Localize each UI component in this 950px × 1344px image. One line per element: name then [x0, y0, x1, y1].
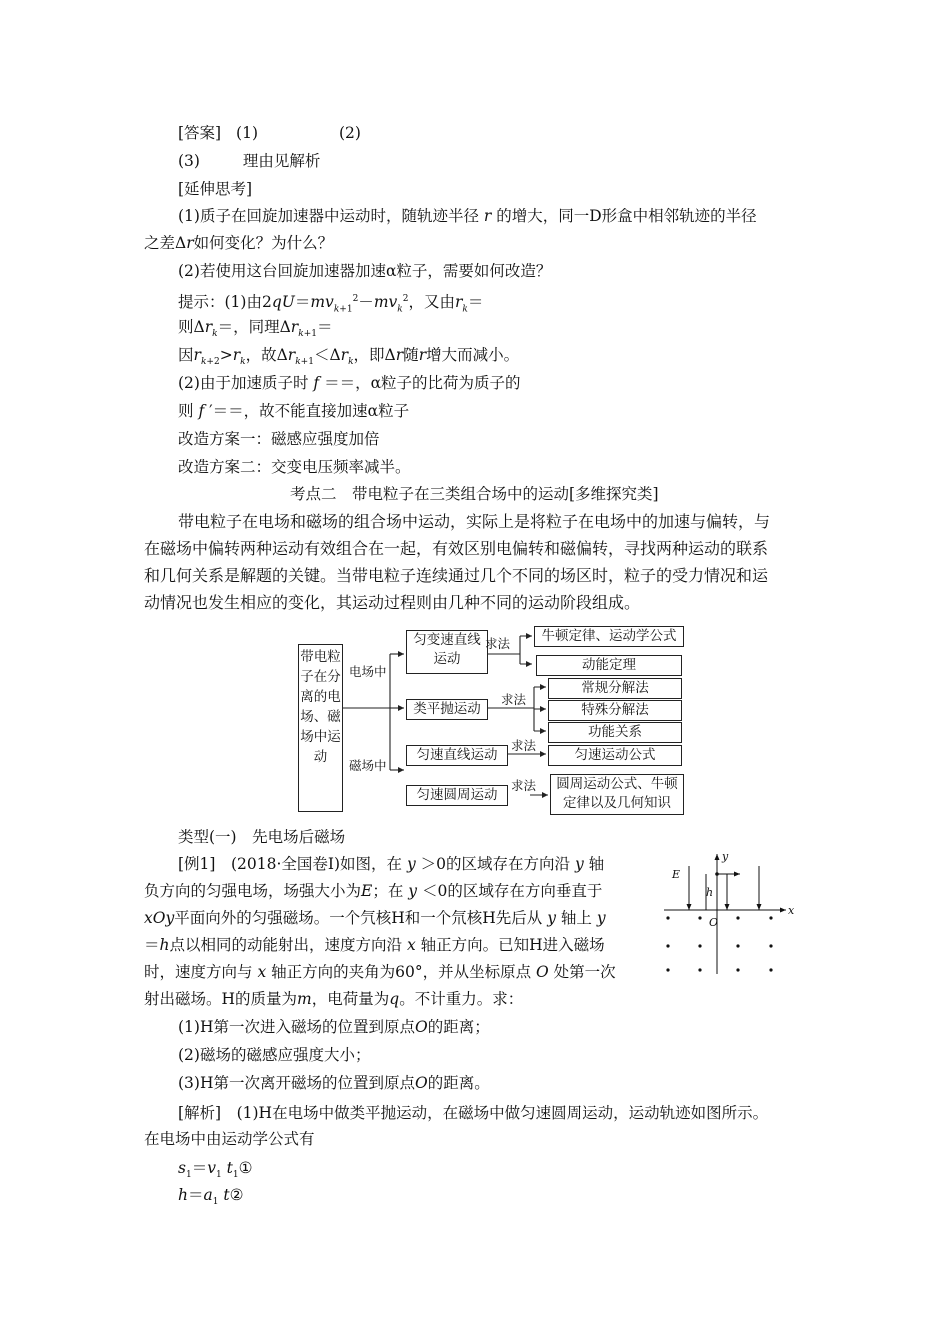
equation-1: $s_1=v_1$ $t_1①$ — [178, 1159, 253, 1181]
equation-2: $h=a_1$ t② — [178, 1186, 244, 1208]
example-q3: (3)H第一次离开磁场的位置到原点O的距离。 — [178, 1074, 490, 1092]
diagram-circular-box: 匀速圆周运动 — [406, 785, 508, 806]
hint-line-1: 提示：(1)由$2qU=mv_{k+1}^2-mv_k^2$，又由$r_k=$ — [178, 293, 484, 315]
answer-part2: (2) — [338, 124, 361, 142]
solution-line-1: [解析] (1)H在电场中做类平抛运动，在磁场中做匀速圆周运动，运动轨迹如图所示。 — [178, 1104, 769, 1122]
extension-title: [延伸思考] — [178, 180, 253, 198]
diagram-result-circular: 圆周运动公式、牛顿定律以及几何知识 — [550, 774, 684, 815]
diagram-result-kinetic: 动能定理 — [536, 655, 682, 676]
type-heading: 类型(一) 先电场后磁场 — [178, 828, 346, 846]
example-line-2: 负方向的匀强电场，场强大小为E；在 y ＜0的区域存在方向垂直于 — [144, 882, 603, 900]
velocity-arrow — [734, 872, 740, 877]
example-figure — [660, 848, 800, 976]
example-line-4: ＝h点以相同的动能射出，速度方向沿 x 轴正方向。已知H进入磁场 — [144, 936, 605, 954]
diagram-result-newton: 牛顿定律、运动学公式 — [534, 626, 684, 647]
example-q2: (2)磁场的磁感应强度大小； — [178, 1046, 371, 1064]
extension-q2: (2)若使用这台回旋加速器加速α粒子，需要如何改造？ — [178, 262, 552, 280]
hint-line-5: 则 f ′＝＝，故不能直接加速α粒子 — [178, 402, 410, 420]
example-line-6: 射出磁场。H的质量为m，电荷量为q。不计重力。求： — [144, 990, 524, 1008]
diagram-result-decompose: 常规分解法 — [548, 678, 682, 699]
label-E: E — [672, 868, 681, 881]
label-h: h — [706, 886, 714, 899]
hint-line-3: 因$r_{k+2}>r_k$，故$\Delta r_{k+1}<\Delta r_k$，即Δr随r增大而减小。 — [178, 346, 520, 368]
diagram-magnetic-label: 磁场中 — [349, 758, 387, 773]
diagram-root-box: 带电粒子在分离的电场、磁场中运动 — [298, 644, 343, 812]
diagram-electric-label: 电场中 — [349, 664, 387, 679]
diagram-result-energy: 功能关系 — [548, 722, 682, 743]
diagram-method-label-4: 求法 — [511, 778, 537, 793]
diagram-method-label-2: 求法 — [501, 692, 527, 707]
diagram-method-label-3: 求法 — [511, 738, 537, 753]
example-line-3: xOy平面向外的匀强磁场。一个氕核H和一个氘核H先后从 y 轴上 y — [144, 909, 606, 927]
hint-line-4: (2)由于加速质子时 f ＝＝，α粒子的比荷为质子的 — [178, 374, 521, 392]
plan-2: 改造方案二：交变电压频率减半。 — [178, 458, 411, 476]
example-line-5: 时，速度方向与 x 轴正方向的夹角为60°，并从坐标原点 O 处第一次 — [144, 963, 616, 981]
section-para-2: 在磁场中偏转两种运动有效组合在一起，有效区别电偏转和磁偏转，寻找两种运动的联系 — [144, 539, 769, 558]
diagram-uniform-accel-box: 匀变速直线运动 — [406, 630, 488, 674]
diagram-result-uniform: 匀速运动公式 — [548, 745, 682, 766]
field-arrow — [757, 904, 762, 910]
extension-q1-cont: 之差Δr如何变化？为什么？ — [144, 234, 334, 252]
answer-part1: (1) — [236, 124, 259, 142]
label-y: y — [722, 850, 729, 863]
plan-1: 改造方案一：磁感应强度加倍 — [178, 430, 380, 448]
section-para-3: 和几何关系是解题的关键。当带电粒子连续通过几个不同的场区时，粒子的受力情况和运 — [144, 566, 769, 585]
diagram-method-label-1: 求法 — [485, 636, 511, 651]
section-para-1: 带电粒子在电场和磁场的组合场中运动，实际上是将粒子在电场中的加速与偏转，与 — [178, 512, 771, 531]
section-para-4: 动情况也发生相应的变化，其运动过程则由几种不同的运动阶段组成。 — [144, 593, 641, 612]
solution-line-2: 在电场中由运动学公式有 — [144, 1130, 315, 1148]
diagram-result-special: 特殊分解法 — [548, 700, 682, 721]
field-diagram — [660, 848, 800, 976]
hint-line-2: 则$\Delta r_k=$，同理$\Delta r_{k+1}=$ — [178, 318, 333, 340]
launch-point — [715, 872, 719, 876]
extension-q1: (1)质子在回旋加速器中运动时，随轨迹半径 r 的增大，同一D形盒中相邻轨迹的半径 — [178, 207, 757, 225]
answer-reason: 理由见解析 — [242, 152, 321, 170]
example-q1: (1)H第一次进入磁场的位置到原点O的距离； — [178, 1018, 490, 1036]
diagram-projectile-box: 类平抛运动 — [406, 699, 488, 720]
field-arrow — [687, 904, 692, 910]
answer-label: [答案] — [178, 124, 222, 142]
x-axis-arrow — [780, 908, 786, 913]
example-line-1: [例1] (2018·全国卷Ⅰ)如图，在 y ＞0的区域存在方向沿 y 轴 — [178, 855, 605, 873]
field-arrow — [725, 904, 730, 910]
section-title: 考点二 带电粒子在三类组合场中的运动[多维探究类] — [290, 485, 659, 503]
label-x: x — [788, 904, 795, 917]
answer-part3: (3) — [178, 152, 200, 170]
label-O: O — [709, 916, 719, 929]
y-axis-arrow — [715, 854, 720, 860]
diagram-uniform-linear-box: 匀速直线运动 — [406, 745, 508, 766]
